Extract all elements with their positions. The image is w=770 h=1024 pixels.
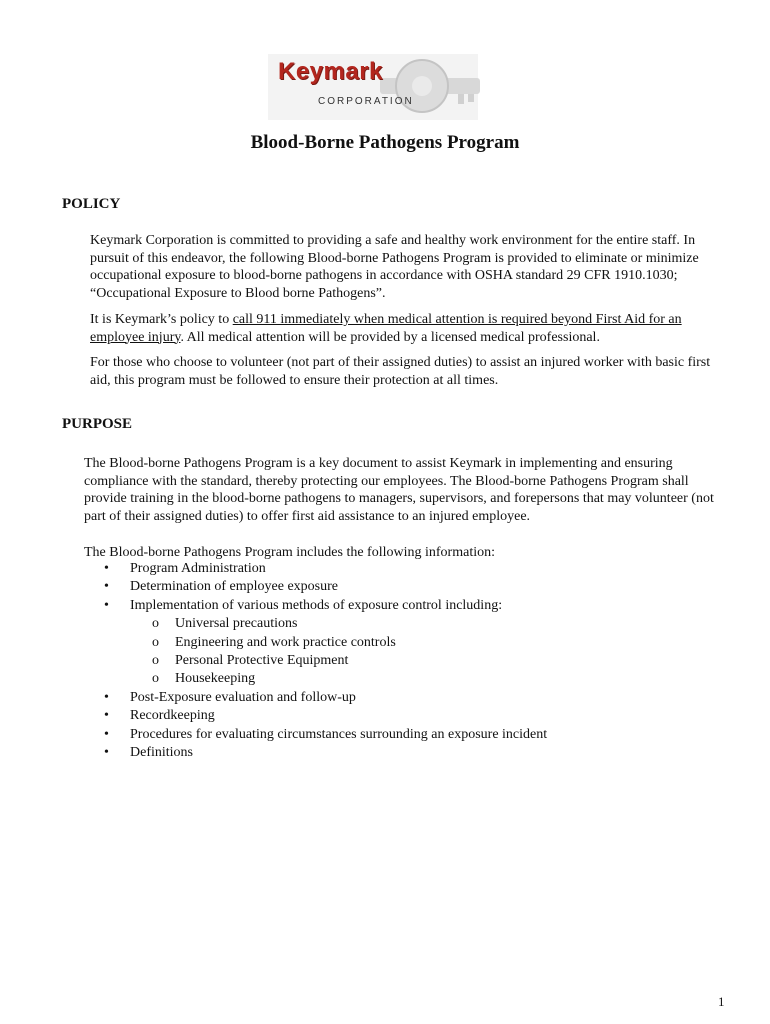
policy-p2-suffix: . All medical attention will be provided by a licensed medical professional. — [180, 329, 600, 345]
list-item: • Procedures for evaluating circumstances surrounding an exposure incident — [84, 726, 547, 744]
list-item: • Recordkeeping — [84, 707, 547, 725]
program-contents-list — [84, 560, 547, 762]
page-number: 1 — [718, 994, 725, 1009]
logo-wordmark: Keymark — [278, 58, 383, 85]
list-item: • Determination of employee exposure — [84, 578, 547, 596]
list-item: • Program Administration — [84, 560, 547, 578]
sub-list-item: o Universal precautions — [130, 615, 547, 633]
list-item — [84, 597, 547, 689]
exposure-control-sublist — [130, 615, 547, 689]
policy-paragraph-3: For those who choose to volunteer (not part of their assigned duties) to assist an injured worker with basic first aid, this program must be followed to ensure their protection at all times. — [90, 355, 711, 388]
list-item-label: Implementation of various methods of exposure control including: — [130, 597, 503, 613]
sub-list-item: o Engineering and work practice controls — [130, 634, 547, 652]
purpose-heading: PURPOSE — [62, 416, 133, 432]
policy-paragraph-1: Keymark Corporation is committed to providing a safe and healthy work environment for the entire staff. In pursuit of this endeavor, the following Blood-borne Pathogens Program is provided to eliminate or minimize occupational exposure to blood-borne pathogens in accordance with OSHA standard 29 CFR 1910.1030; “Occupational Exposure to Blood borne Pathogens”. — [90, 233, 699, 301]
list-item: • Definitions — [84, 744, 547, 762]
sub-list-item: o Housekeeping — [130, 670, 547, 688]
policy-911-statement: call 911 immediately when medical attention is required beyond First Aid for an employee injury — [90, 312, 682, 345]
logo-subtitle: CORPORATION — [318, 96, 414, 107]
document-title: Blood-Borne Pathogens Program — [250, 132, 520, 153]
purpose-paragraph: The Blood-borne Pathogens Program is a key document to assist Keymark in implementing and ensuring compliance with the standard, thereby protecting our employees. The Blood-borne Pathogens Program shall provide training in the blood-borne pathogens to managers, supervisors, and forepersons that may volunteer (not part of their assigned duties) to offer first aid assistance to an injured employee. — [84, 456, 714, 524]
list-item: • Post-Exposure evaluation and follow-up — [84, 689, 547, 707]
sub-list-item: o Personal Protective Equipment — [130, 652, 547, 670]
policy-p2-prefix: It is Keymark’s policy to — [90, 312, 233, 327]
company-logo — [262, 48, 484, 126]
purpose-list-intro: The Blood-borne Pathogens Program includes the following information: — [84, 545, 495, 560]
policy-paragraph-2 — [90, 311, 728, 346]
policy-heading: POLICY — [62, 196, 121, 212]
